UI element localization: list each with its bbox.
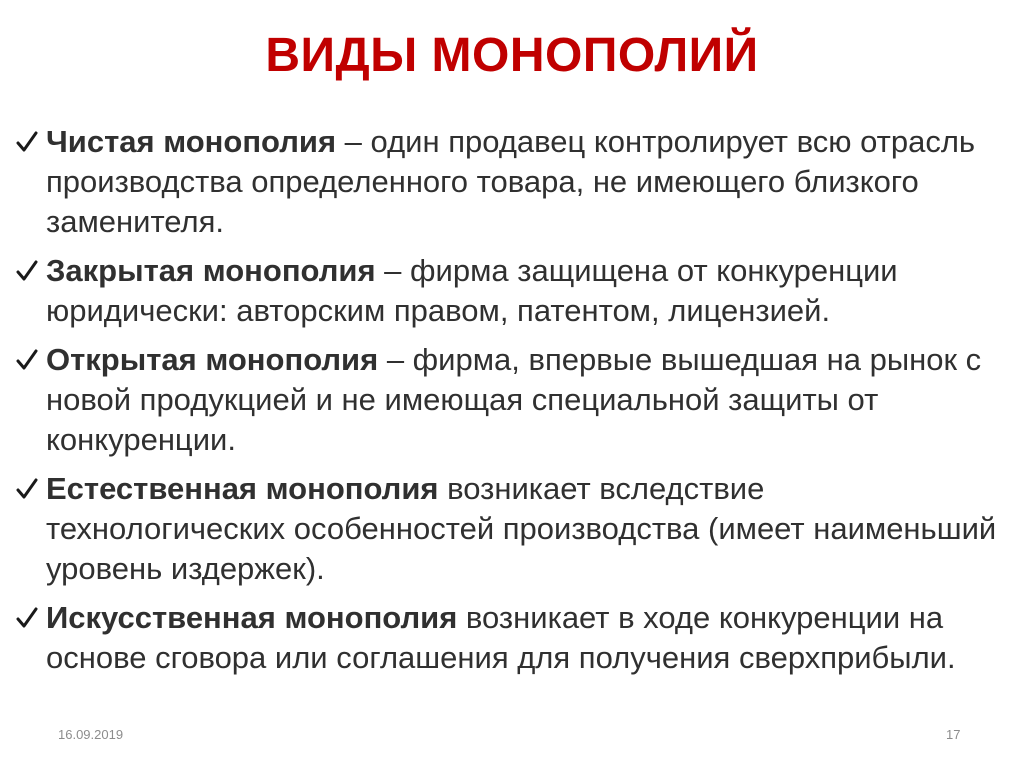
list-item (16, 340, 1006, 460)
list-item (16, 122, 1006, 242)
bullet-list (16, 122, 1006, 687)
checkmark-icon (16, 131, 38, 153)
list-item (16, 251, 1006, 331)
checkmark-icon (16, 260, 38, 282)
list-item (16, 598, 1006, 678)
checkmark-icon (16, 478, 38, 500)
item-definition: – один продавец контролирует всю отрасль производства определенного товара, не имеющего близкого заменителя. (46, 124, 976, 239)
item-definition: – фирма защищена от конкуренции юридически: авторским правом, патентом, лицензией. (46, 253, 898, 328)
item-term: Чистая монополия (46, 124, 337, 159)
list-item (16, 469, 1006, 589)
page-number: 17 (946, 727, 961, 742)
item-definition: возникает вследствие технологических особенностей производства (имеет наименьший уровень издержек). (46, 471, 997, 586)
checkmark-icon (16, 607, 38, 629)
item-term: Открытая монополия (46, 342, 379, 377)
checkmark-icon (16, 349, 38, 371)
item-term: Естественная монополия (46, 471, 439, 506)
item-definition: возникает в ходе конкуренции на основе сговора или соглашения для получения сверхприбыли. (46, 600, 956, 675)
item-term: Искусственная монополия (46, 600, 458, 635)
item-term: Закрытая монополия (46, 253, 376, 288)
item-definition: – фирма, впервые вышедшая на рынок с новой продукцией и не имеющая специальной защиты от конкуренции. (46, 342, 982, 457)
footer-date: 16.09.2019 (58, 727, 124, 742)
slide-title: ВИДЫ МОНОПОЛИЙ (265, 29, 759, 82)
